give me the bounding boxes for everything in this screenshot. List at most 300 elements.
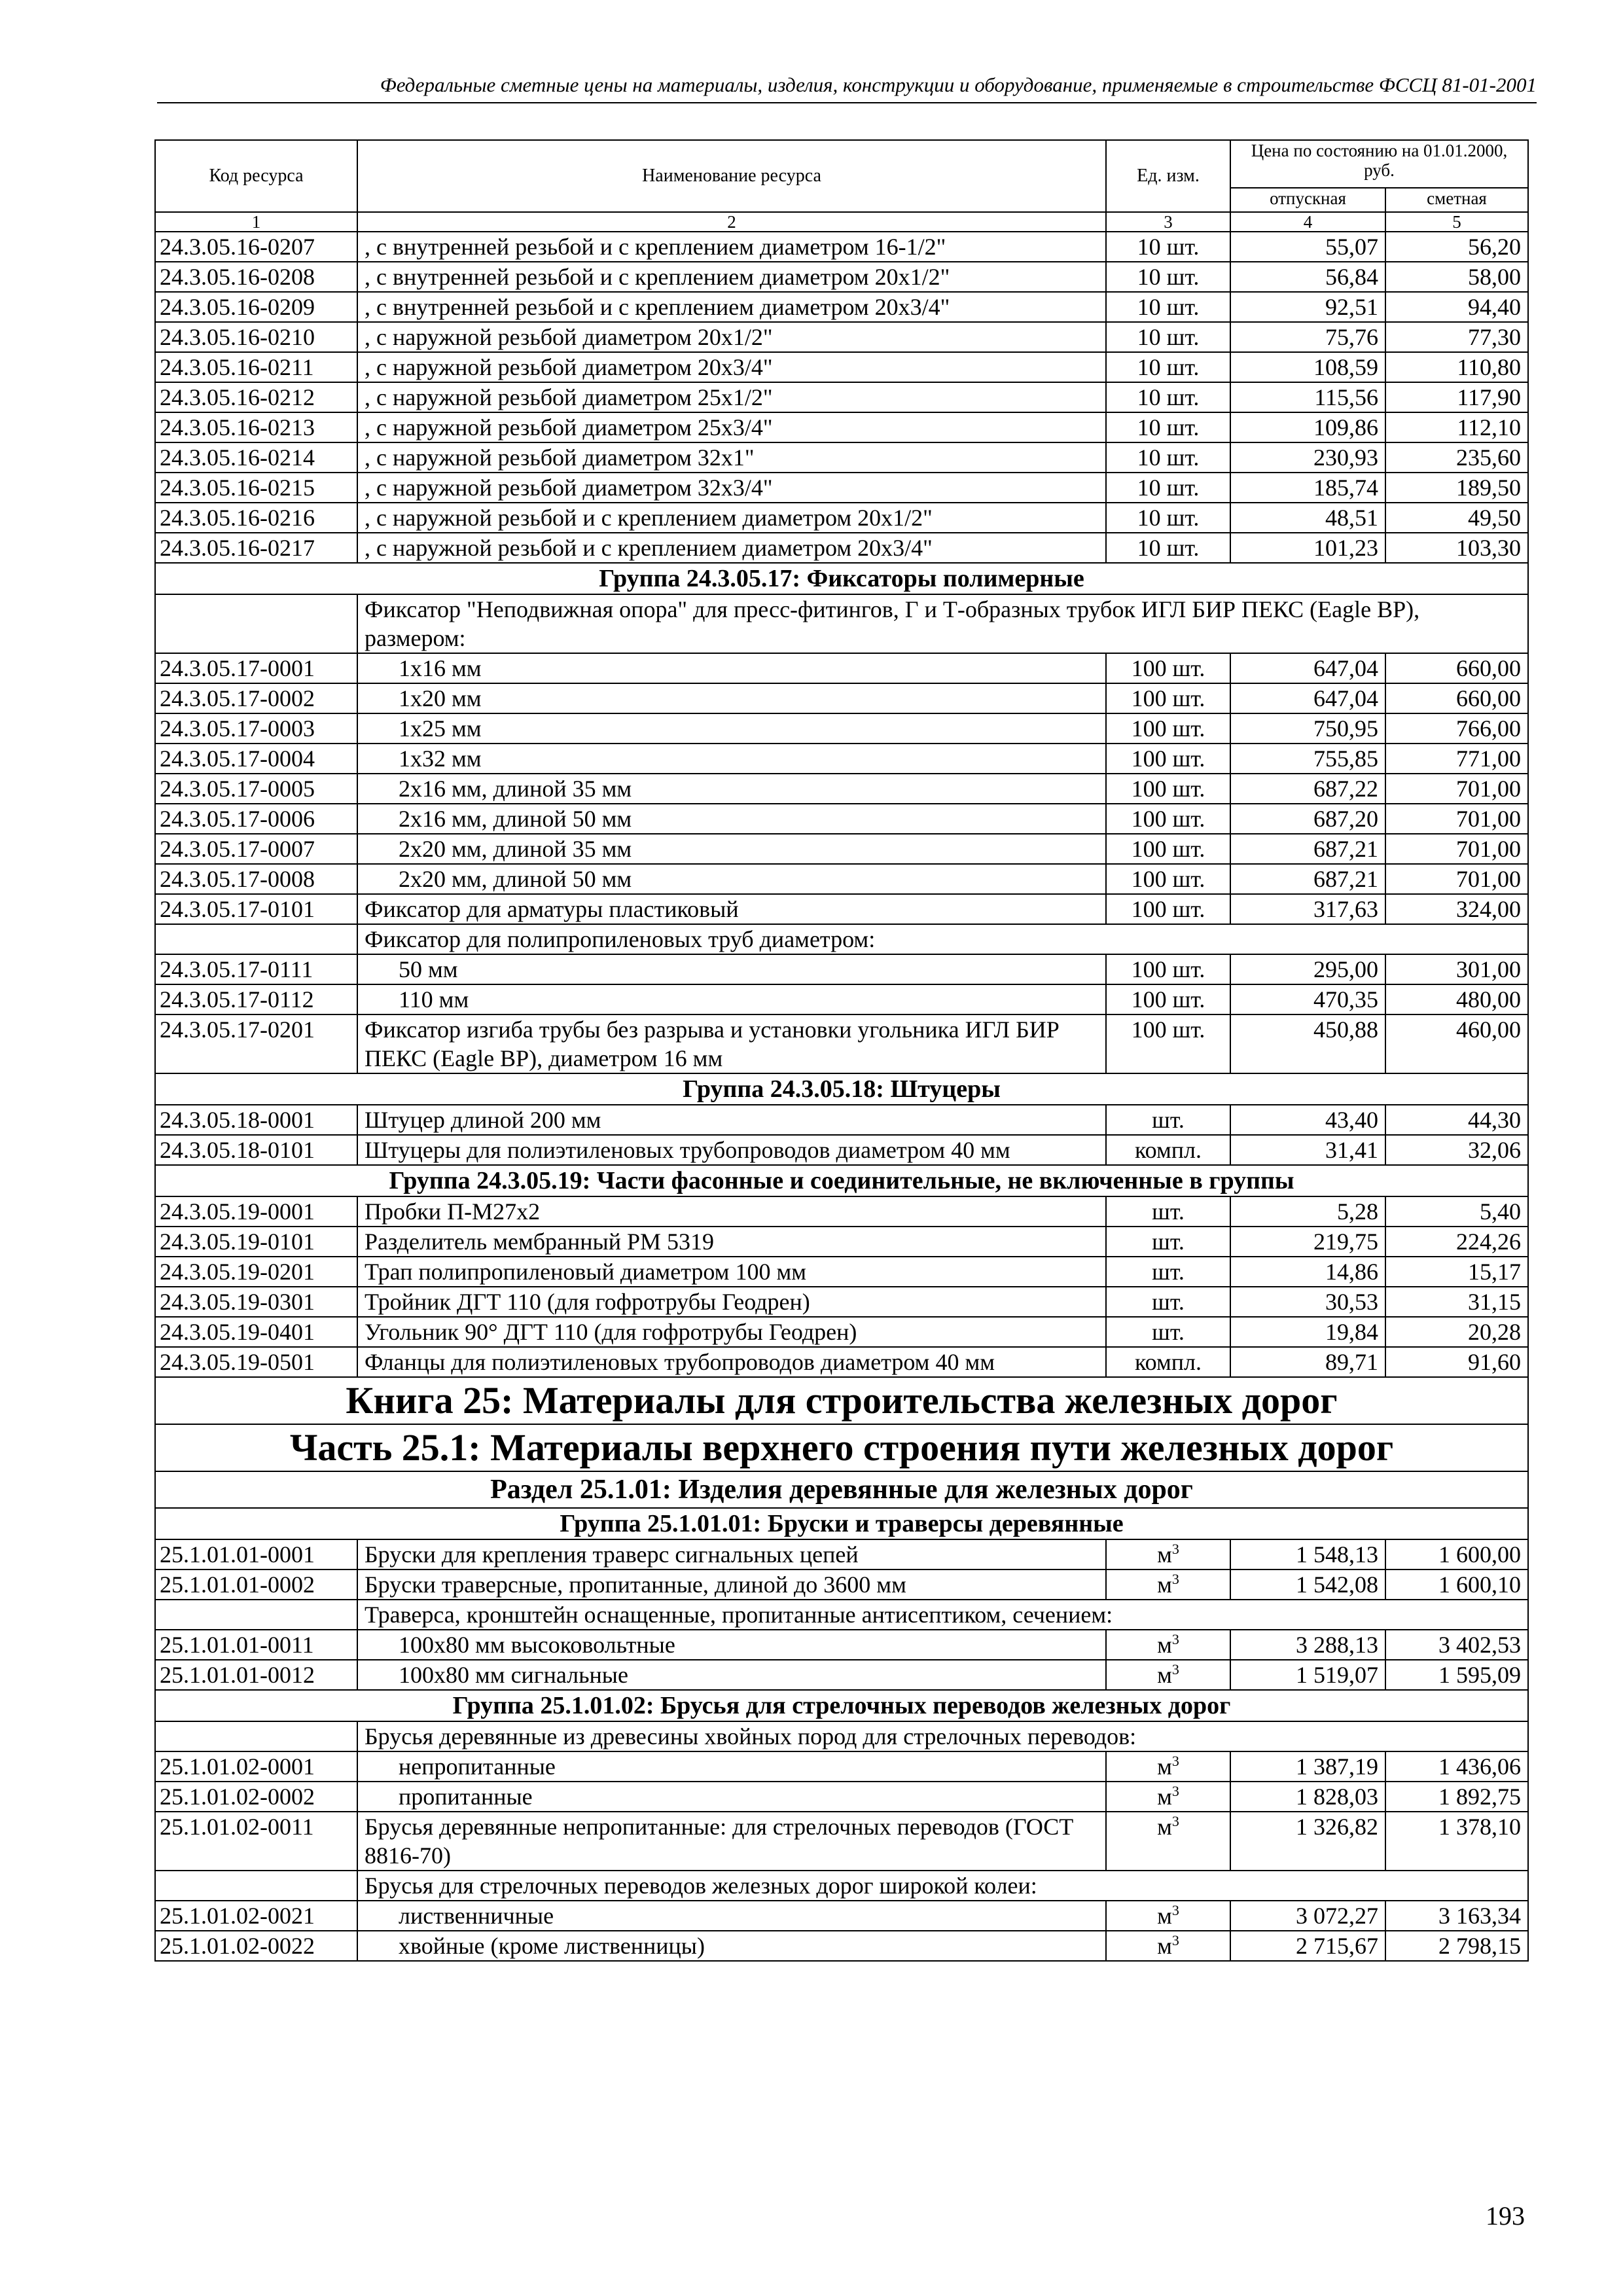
table-row (155, 292, 1528, 322)
release-price: 750,95 (1230, 713, 1385, 744)
release-price: 89,71 (1230, 1347, 1385, 1377)
release-price: 101,23 (1230, 533, 1385, 563)
unit-of-measure (1106, 683, 1230, 713)
book-heading: Книга 25: Материалы для строительства железных дорог (155, 1377, 1528, 1424)
unit-text: 10 шт. (1137, 505, 1200, 531)
unit-of-measure (1106, 1196, 1230, 1227)
unit-text: м (1157, 1784, 1172, 1810)
unit-text: 100 шт. (1131, 715, 1205, 742)
table-row (155, 1317, 1528, 1347)
resource-code: 24.3.05.18-0101 (155, 1135, 357, 1165)
estimate-price: 3 163,34 (1385, 1901, 1528, 1931)
resource-name: 2х16 мм, длиной 50 мм (357, 804, 1106, 834)
group-heading: Группа 24.3.05.19: Части фасонные и соединительные, не включенные в группы (155, 1165, 1528, 1196)
table-row (155, 1287, 1528, 1317)
unit-text: 10 шт. (1137, 324, 1200, 350)
unit-text: 10 шт. (1137, 414, 1200, 440)
resource-name: 2х20 мм, длиной 50 мм (357, 864, 1106, 894)
unit-text: 10 шт. (1137, 384, 1200, 410)
resource-name: Тройник ДГТ 110 (для гофротрубы Геодрен) (357, 1287, 1106, 1317)
unit-text: 100 шт. (1131, 986, 1205, 1013)
estimate-price: 1 436,06 (1385, 1751, 1528, 1782)
unit-of-measure (1106, 1539, 1230, 1570)
resource-code: 25.1.01.02-0021 (155, 1901, 357, 1931)
estimate-price: 56,20 (1385, 232, 1528, 262)
release-price: 317,63 (1230, 894, 1385, 924)
resource-name: Фиксатор для арматуры пластиковый (357, 894, 1106, 924)
intro-text: Фиксатор "Неподвижная опора" для пресс-фитингов, Г и Т-образных трубок ИГЛ БИР ПЕКС (Eagle BP), размером: (357, 594, 1528, 653)
estimate-price: 660,00 (1385, 683, 1528, 713)
unit-of-measure (1106, 533, 1230, 563)
resource-name: 50 мм (357, 954, 1106, 984)
resource-name: Трап полипропиленовый диаметром 100 мм (357, 1257, 1106, 1287)
release-price: 687,20 (1230, 804, 1385, 834)
col-number: 2 (357, 212, 1106, 232)
intro-row (155, 594, 1528, 653)
col-header-unit: Ед. изм. (1106, 140, 1230, 212)
col-number: 4 (1230, 212, 1385, 232)
resource-name: , с внутренней резьбой и с креплением диаметром 20х1/2" (357, 262, 1106, 292)
unit-of-measure (1106, 1135, 1230, 1165)
table-row (155, 954, 1528, 984)
resource-code: 24.3.05.17-0002 (155, 683, 357, 713)
col-header-estimate: сметная (1385, 188, 1528, 212)
estimate-price: 235,60 (1385, 442, 1528, 473)
empty-cell (155, 924, 357, 954)
unit-of-measure (1106, 442, 1230, 473)
estimate-price: 77,30 (1385, 322, 1528, 352)
unit-of-measure (1106, 1901, 1230, 1931)
resource-code: 24.3.05.16-0211 (155, 352, 357, 382)
table-row (155, 1570, 1528, 1600)
release-price: 48,51 (1230, 503, 1385, 533)
unit-text: 10 шт. (1137, 535, 1200, 561)
unit-of-measure (1106, 1630, 1230, 1660)
resource-code: 25.1.01.01-0011 (155, 1630, 357, 1660)
unit-superscript: 3 (1171, 1932, 1179, 1948)
unit-of-measure (1106, 1014, 1230, 1073)
resource-code: 25.1.01.01-0002 (155, 1570, 357, 1600)
unit-text: м (1157, 1571, 1172, 1598)
estimate-price: 110,80 (1385, 352, 1528, 382)
unit-of-measure (1106, 1812, 1230, 1871)
resource-name: , с наружной резьбой диаметром 32х1" (357, 442, 1106, 473)
table-row (155, 744, 1528, 774)
resource-code: 25.1.01.01-0012 (155, 1660, 357, 1690)
table-row (155, 1347, 1528, 1377)
resource-name: 100х80 мм высоковольтные (357, 1630, 1106, 1660)
resource-name: Угольник 90° ДГТ 110 (для гофротрубы Геодрен) (357, 1317, 1106, 1347)
intro-text: Фиксатор для полипропиленовых труб диаметром: (357, 924, 1528, 954)
release-price: 450,88 (1230, 1014, 1385, 1073)
unit-text: шт. (1152, 1198, 1185, 1225)
unit-of-measure (1106, 1287, 1230, 1317)
estimate-price: 1 378,10 (1385, 1812, 1528, 1871)
resource-name: , с наружной резьбой диаметром 20х3/4" (357, 352, 1106, 382)
table-row (155, 352, 1528, 382)
table-row (155, 804, 1528, 834)
resource-code: 24.3.05.16-0213 (155, 412, 357, 442)
release-price: 1 828,03 (1230, 1782, 1385, 1812)
resource-name: Брусья деревянные непропитанные: для стрелочных переводов (ГОСТ 8816-70) (357, 1812, 1106, 1871)
unit-of-measure (1106, 352, 1230, 382)
page-number: 193 (1486, 2201, 1525, 2231)
resource-code: 24.3.05.19-0501 (155, 1347, 357, 1377)
estimate-price: 5,40 (1385, 1196, 1528, 1227)
resource-code: 24.3.05.17-0006 (155, 804, 357, 834)
resource-code: 24.3.05.19-0401 (155, 1317, 357, 1347)
group-heading: Группа 25.1.01.01: Бруски и траверсы деревянные (155, 1508, 1528, 1539)
empty-cell (155, 1871, 357, 1901)
release-price: 687,21 (1230, 864, 1385, 894)
resource-code: 24.3.05.19-0201 (155, 1257, 357, 1287)
resource-name: Штуцеры для полиэтиленовых трубопроводов диаметром 40 мм (357, 1135, 1106, 1165)
estimate-price: 117,90 (1385, 382, 1528, 412)
unit-of-measure (1106, 382, 1230, 412)
resource-code: 24.3.05.17-0201 (155, 1014, 357, 1073)
table-row (155, 834, 1528, 864)
table-row (155, 1812, 1528, 1871)
unit-of-measure (1106, 864, 1230, 894)
unit-text: 100 шт. (1131, 655, 1205, 681)
resource-name: хвойные (кроме лиственницы) (357, 1931, 1106, 1961)
unit-of-measure (1106, 1347, 1230, 1377)
resource-code: 24.3.05.19-0301 (155, 1287, 357, 1317)
release-price: 687,22 (1230, 774, 1385, 804)
resource-code: 25.1.01.01-0001 (155, 1539, 357, 1570)
intro-text: Траверса, кронштейн оснащенные, пропитанные антисептиком, сечением: (357, 1600, 1528, 1630)
resource-code: 24.3.05.17-0003 (155, 713, 357, 744)
unit-text: шт. (1152, 1107, 1185, 1133)
release-price: 56,84 (1230, 262, 1385, 292)
table-row (155, 1539, 1528, 1570)
unit-text: м (1157, 1662, 1172, 1688)
resource-name: Разделитель мембранный РМ 5319 (357, 1227, 1106, 1257)
resource-code: 24.3.05.17-0001 (155, 653, 357, 683)
estimate-price: 1 600,10 (1385, 1570, 1528, 1600)
unit-of-measure (1106, 1751, 1230, 1782)
estimate-price: 44,30 (1385, 1105, 1528, 1135)
resource-code: 24.3.05.17-0111 (155, 954, 357, 984)
unit-of-measure (1106, 1105, 1230, 1135)
unit-superscript: 3 (1171, 1783, 1179, 1799)
unit-of-measure (1106, 1931, 1230, 1961)
release-price: 1 519,07 (1230, 1660, 1385, 1690)
resource-name: Пробки П-М27х2 (357, 1196, 1106, 1227)
empty-cell (155, 1721, 357, 1751)
table-row (155, 1660, 1528, 1690)
table-row (155, 774, 1528, 804)
release-price: 5,28 (1230, 1196, 1385, 1227)
unit-text: м (1157, 1814, 1172, 1840)
release-price: 14,86 (1230, 1257, 1385, 1287)
unit-text: компл. (1135, 1349, 1202, 1375)
resource-name: 110 мм (357, 984, 1106, 1014)
table-row (155, 1782, 1528, 1812)
resource-name: , с наружной резьбой диаметром 32х3/4" (357, 473, 1106, 503)
resource-code: 24.3.05.16-0215 (155, 473, 357, 503)
estimate-price: 1 595,09 (1385, 1660, 1528, 1690)
resource-code: 24.3.05.17-0112 (155, 984, 357, 1014)
estimate-price: 1 892,75 (1385, 1782, 1528, 1812)
unit-of-measure (1106, 894, 1230, 924)
group-heading-row (155, 1073, 1528, 1105)
table-row (155, 1931, 1528, 1961)
resource-code: 24.3.05.17-0007 (155, 834, 357, 864)
resource-name: , с наружной резьбой диаметром 25х3/4" (357, 412, 1106, 442)
estimate-price: 3 402,53 (1385, 1630, 1528, 1660)
estimate-price: 701,00 (1385, 774, 1528, 804)
empty-cell (155, 1600, 357, 1630)
resource-name: Бруски для крепления траверс сигнальных цепей (357, 1539, 1106, 1570)
release-price: 470,35 (1230, 984, 1385, 1014)
intro-text: Брусья для стрелочных переводов железных дорог широкой колеи: (357, 1871, 1528, 1901)
estimate-price: 660,00 (1385, 653, 1528, 683)
resource-code: 25.1.01.02-0011 (155, 1812, 357, 1871)
unit-of-measure (1106, 232, 1230, 262)
unit-text: м (1157, 1632, 1172, 1658)
estimate-price: 15,17 (1385, 1257, 1528, 1287)
unit-text: 100 шт. (1131, 685, 1205, 711)
unit-superscript: 3 (1171, 1541, 1179, 1557)
section-heading: Раздел 25.1.01: Изделия деревянные для железных дорог (155, 1471, 1528, 1508)
table-row (155, 984, 1528, 1014)
resource-name: Фиксатор изгиба трубы без разрыва и установки угольника ИГЛ БИР ПЕКС (Eagle BP), диаметром 16 мм (357, 1014, 1106, 1073)
resource-name: , с наружной резьбой диаметром 25х1/2" (357, 382, 1106, 412)
release-price: 19,84 (1230, 1317, 1385, 1347)
resource-name: Фланцы для полиэтиленовых трубопроводов диаметром 40 мм (357, 1347, 1106, 1377)
resource-code: 24.3.05.16-0209 (155, 292, 357, 322)
resource-name: , с наружной резьбой диаметром 20х1/2" (357, 322, 1106, 352)
unit-text: 100 шт. (1131, 776, 1205, 802)
table-row (155, 1105, 1528, 1135)
release-price: 1 548,13 (1230, 1539, 1385, 1570)
group-heading: Группа 25.1.01.02: Брусья для стрелочных переводов железных дорог (155, 1690, 1528, 1721)
release-price: 755,85 (1230, 744, 1385, 774)
column-numbers-row (155, 212, 1528, 232)
unit-superscript: 3 (1171, 1661, 1179, 1677)
resource-name: , с внутренней резьбой и с креплением диаметром 20х3/4" (357, 292, 1106, 322)
table-row (155, 894, 1528, 924)
estimate-price: 20,28 (1385, 1317, 1528, 1347)
book-heading: Часть 25.1: Материалы верхнего строения пути железных дорог (155, 1424, 1528, 1471)
estimate-price: 2 798,15 (1385, 1931, 1528, 1961)
unit-text: 10 шт. (1137, 354, 1200, 380)
resource-code: 24.3.05.16-0212 (155, 382, 357, 412)
intro-row (155, 1871, 1528, 1901)
unit-text: 10 шт. (1137, 234, 1200, 260)
table-row (155, 653, 1528, 683)
release-price: 75,76 (1230, 322, 1385, 352)
group-heading-row (155, 1508, 1528, 1539)
release-price: 687,21 (1230, 834, 1385, 864)
resource-code: 24.3.05.16-0210 (155, 322, 357, 352)
unit-text: 100 шт. (1131, 866, 1205, 892)
release-price: 647,04 (1230, 653, 1385, 683)
unit-of-measure (1106, 412, 1230, 442)
col-number: 1 (155, 212, 357, 232)
release-price: 115,56 (1230, 382, 1385, 412)
release-price: 109,86 (1230, 412, 1385, 442)
group-heading-row (155, 563, 1528, 594)
unit-text: 100 шт. (1131, 956, 1205, 982)
resource-code: 24.3.05.17-0101 (155, 894, 357, 924)
unit-of-measure (1106, 1257, 1230, 1287)
table-row (155, 442, 1528, 473)
estimate-price: 224,26 (1385, 1227, 1528, 1257)
running-header: Федеральные сметные цены на материалы, изделия, конструкции и оборудование, применяемые в строительстве ФССЦ 81-01-2001 (157, 73, 1537, 103)
table-row (155, 1196, 1528, 1227)
unit-text: шт. (1152, 1259, 1185, 1285)
resource-code: 24.3.05.17-0005 (155, 774, 357, 804)
resource-name: , с наружной резьбой и с креплением диаметром 20х1/2" (357, 503, 1106, 533)
resource-name: 2х16 мм, длиной 35 мм (357, 774, 1106, 804)
table-row (155, 473, 1528, 503)
release-price: 230,93 (1230, 442, 1385, 473)
unit-text: 100 шт. (1131, 896, 1205, 922)
table-row (155, 1227, 1528, 1257)
resource-name: лиственничные (357, 1901, 1106, 1931)
release-price: 647,04 (1230, 683, 1385, 713)
resource-code: 25.1.01.02-0001 (155, 1751, 357, 1782)
unit-of-measure (1106, 322, 1230, 352)
table-row (155, 1901, 1528, 1931)
estimate-price: 324,00 (1385, 894, 1528, 924)
unit-of-measure (1106, 1782, 1230, 1812)
table-row (155, 1630, 1528, 1660)
table-header-row (155, 140, 1528, 188)
resource-name: Штуцер длиной 200 мм (357, 1105, 1106, 1135)
release-price: 1 387,19 (1230, 1751, 1385, 1782)
release-price: 43,40 (1230, 1105, 1385, 1135)
unit-superscript: 3 (1171, 1813, 1179, 1829)
unit-text: шт. (1152, 1289, 1185, 1315)
resource-name: , с внутренней резьбой и с креплением диаметром 16-1/2" (357, 232, 1106, 262)
unit-superscript: 3 (1171, 1753, 1179, 1769)
col-number: 5 (1385, 212, 1528, 232)
unit-of-measure (1106, 834, 1230, 864)
col-header-release: отпускная (1230, 188, 1385, 212)
resource-name: 100х80 мм сигнальные (357, 1660, 1106, 1690)
col-number: 3 (1106, 212, 1230, 232)
release-price: 108,59 (1230, 352, 1385, 382)
col-header-price: Цена по состоянию на 01.01.2000, руб. (1230, 140, 1528, 188)
estimate-price: 701,00 (1385, 834, 1528, 864)
table-row (155, 1014, 1528, 1073)
release-price: 185,74 (1230, 473, 1385, 503)
intro-text: Брусья деревянные из древесины хвойных пород для стрелочных переводов: (357, 1721, 1528, 1751)
group-heading: Группа 24.3.05.17: Фиксаторы полимерные (155, 563, 1528, 594)
release-price: 219,75 (1230, 1227, 1385, 1257)
estimate-price: 49,50 (1385, 503, 1528, 533)
unit-of-measure (1106, 1317, 1230, 1347)
unit-of-measure (1106, 1227, 1230, 1257)
unit-text: 10 шт. (1137, 475, 1200, 501)
table-row (155, 713, 1528, 744)
release-price: 1 326,82 (1230, 1812, 1385, 1871)
book-heading-row (155, 1424, 1528, 1471)
unit-of-measure (1106, 1660, 1230, 1690)
resource-code: 24.3.05.18-0001 (155, 1105, 357, 1135)
unit-text: м (1157, 1541, 1172, 1568)
estimate-price: 460,00 (1385, 1014, 1528, 1073)
table-row (155, 1257, 1528, 1287)
unit-superscript: 3 (1171, 1902, 1179, 1918)
col-header-name: Наименование ресурса (357, 140, 1106, 212)
table-row (155, 683, 1528, 713)
release-price: 1 542,08 (1230, 1570, 1385, 1600)
estimate-price: 91,60 (1385, 1347, 1528, 1377)
release-price: 2 715,67 (1230, 1931, 1385, 1961)
release-price: 31,41 (1230, 1135, 1385, 1165)
unit-of-measure (1106, 713, 1230, 744)
unit-of-measure (1106, 292, 1230, 322)
resource-name: 1х16 мм (357, 653, 1106, 683)
unit-text: м (1157, 1753, 1172, 1780)
resource-code: 24.3.05.17-0008 (155, 864, 357, 894)
unit-of-measure (1106, 503, 1230, 533)
resource-code: 24.3.05.16-0216 (155, 503, 357, 533)
resource-code: 24.3.05.17-0004 (155, 744, 357, 774)
unit-text: 100 шт. (1131, 806, 1205, 832)
resource-code: 25.1.01.02-0022 (155, 1931, 357, 1961)
group-heading-row (155, 1165, 1528, 1196)
price-table (154, 139, 1529, 1962)
book-heading-row (155, 1377, 1528, 1424)
resource-code: 24.3.05.16-0208 (155, 262, 357, 292)
col-header-code: Код ресурса (155, 140, 357, 212)
table-row (155, 382, 1528, 412)
release-price: 3 288,13 (1230, 1630, 1385, 1660)
estimate-price: 701,00 (1385, 864, 1528, 894)
estimate-price: 189,50 (1385, 473, 1528, 503)
table-row (155, 1751, 1528, 1782)
table-row (155, 322, 1528, 352)
resource-name: 1х20 мм (357, 683, 1106, 713)
unit-text: 10 шт. (1137, 444, 1200, 471)
resource-name: 2х20 мм, длиной 35 мм (357, 834, 1106, 864)
estimate-price: 58,00 (1385, 262, 1528, 292)
estimate-price: 94,40 (1385, 292, 1528, 322)
unit-of-measure (1106, 473, 1230, 503)
resource-code: 25.1.01.02-0002 (155, 1782, 357, 1812)
estimate-price: 1 600,00 (1385, 1539, 1528, 1570)
resource-name: 1х32 мм (357, 744, 1106, 774)
resource-name: Бруски траверсные, пропитанные, длиной до 3600 мм (357, 1570, 1106, 1600)
estimate-price: 103,30 (1385, 533, 1528, 563)
table-row (155, 412, 1528, 442)
resource-name: , с наружной резьбой и с креплением диаметром 20х3/4" (357, 533, 1106, 563)
unit-of-measure (1106, 262, 1230, 292)
unit-text: 100 шт. (1131, 1016, 1205, 1043)
unit-text: 100 шт. (1131, 745, 1205, 772)
unit-superscript: 3 (1171, 1571, 1179, 1587)
unit-of-measure (1106, 804, 1230, 834)
resource-name: пропитанные (357, 1782, 1106, 1812)
unit-text: компл. (1135, 1137, 1202, 1163)
unit-of-measure (1106, 744, 1230, 774)
estimate-price: 112,10 (1385, 412, 1528, 442)
unit-text: м (1157, 1903, 1172, 1929)
table-row (155, 533, 1528, 563)
unit-of-measure (1106, 653, 1230, 683)
resource-code: 24.3.05.16-0207 (155, 232, 357, 262)
section-heading-row (155, 1471, 1528, 1508)
release-price: 3 072,27 (1230, 1901, 1385, 1931)
unit-of-measure (1106, 1570, 1230, 1600)
estimate-price: 301,00 (1385, 954, 1528, 984)
unit-superscript: 3 (1171, 1631, 1179, 1647)
